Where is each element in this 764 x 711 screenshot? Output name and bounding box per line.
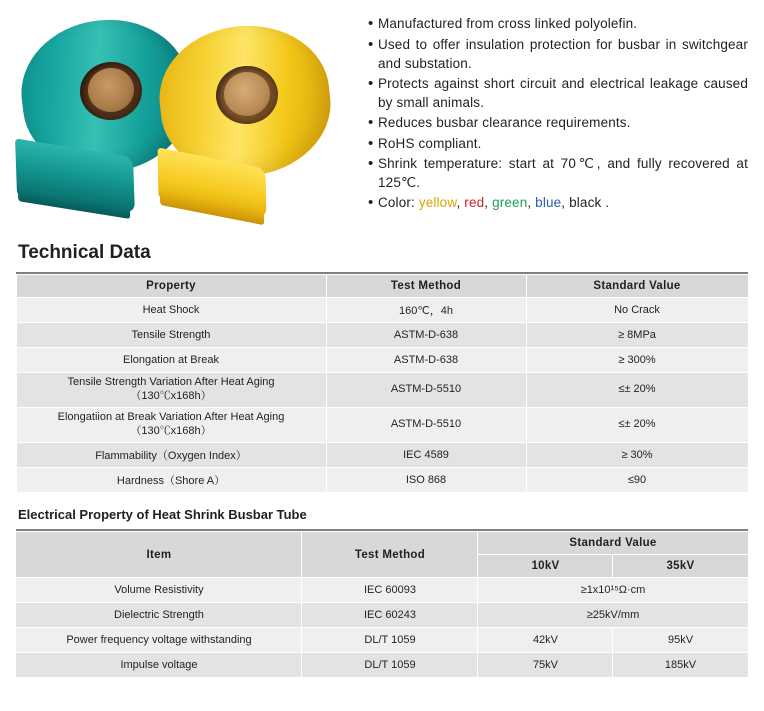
feature-text bbox=[378, 113, 754, 132]
bullet-icon: • bbox=[368, 155, 374, 173]
cell-item: Volume Resistivity bbox=[16, 578, 302, 603]
col-header-standard-value: Standard Value bbox=[526, 275, 748, 298]
bullet-icon: • bbox=[368, 35, 374, 53]
table-row bbox=[16, 373, 748, 408]
cell-test-method: DL/T 1059 bbox=[302, 653, 478, 678]
electrical-property-table-wrapper bbox=[0, 529, 764, 678]
bullet-icon: • bbox=[368, 134, 374, 152]
table-header-row bbox=[16, 275, 748, 298]
bullet-icon: • bbox=[368, 74, 374, 92]
feature-text-segment: black bbox=[569, 195, 602, 211]
table-row bbox=[16, 408, 748, 443]
cell-item: Impulse voltage bbox=[16, 653, 302, 678]
feature-text bbox=[378, 154, 754, 192]
table-row bbox=[16, 348, 748, 373]
cell-test-method: IEC 60093 bbox=[302, 578, 478, 603]
feature-text-segment: RoHS compliant. bbox=[378, 135, 482, 151]
feature-text-segment: , bbox=[561, 195, 570, 211]
cell-value-35kv: 95kV bbox=[613, 628, 748, 653]
feature-item bbox=[368, 113, 754, 133]
table-row bbox=[16, 443, 748, 468]
technical-data-title: Technical Data bbox=[18, 242, 151, 263]
feature-item bbox=[368, 35, 754, 73]
cell-property: Flammability（Oxygen Index） bbox=[16, 443, 326, 468]
feature-text-segment: . bbox=[601, 195, 610, 211]
cell-value-10kv: 42kV bbox=[478, 628, 613, 653]
feature-text-segment: blue bbox=[535, 195, 562, 211]
technical-data-body bbox=[16, 298, 748, 493]
feature-text-segment: , bbox=[456, 195, 465, 211]
cell-property: Elongation at Break bbox=[16, 348, 326, 373]
feature-item bbox=[368, 134, 754, 154]
table-row bbox=[16, 323, 748, 348]
cell-property: Hardness（Shore A） bbox=[16, 468, 326, 493]
feature-list bbox=[360, 8, 754, 214]
feature-text-segment: Color: bbox=[378, 195, 419, 211]
col-header-standard-value: Standard Value bbox=[478, 532, 748, 555]
feature-text bbox=[378, 35, 754, 73]
bullet-icon: • bbox=[368, 114, 374, 132]
cell-standard-value: ≤± 20% bbox=[526, 408, 748, 443]
cell-test-method: IEC 60243 bbox=[302, 603, 478, 628]
col-header-test-method: Test Method bbox=[302, 532, 478, 578]
feature-text-segment: red bbox=[464, 195, 485, 211]
table-row bbox=[16, 653, 748, 678]
cell-test-method: 160℃，4h bbox=[326, 298, 526, 323]
cell-property: Tensile Strength bbox=[16, 323, 326, 348]
cell-standard-value: ≤90 bbox=[526, 468, 748, 493]
feature-text bbox=[378, 193, 754, 212]
cell-standard-value: ≥ 300% bbox=[526, 348, 748, 373]
cell-test-method: ASTM-D-638 bbox=[326, 323, 526, 348]
cell-property: Heat Shock bbox=[16, 298, 326, 323]
cell-standard-value: No Crack bbox=[526, 298, 748, 323]
cell-test-method: ASTM-D-5510 bbox=[326, 408, 526, 443]
feature-text-segment: Shrink temperature: start at 70℃, and fully recovered at 125℃. bbox=[378, 156, 748, 191]
cell-standard-value: ≥ 8MPa bbox=[526, 323, 748, 348]
product-overview-section bbox=[0, 0, 764, 232]
cell-test-method: ASTM-D-638 bbox=[326, 348, 526, 373]
cell-value-10kv: 75kV bbox=[478, 653, 613, 678]
bullet-icon: • bbox=[368, 15, 374, 32]
feature-text-segment: Protects against short circuit and electrical leakage caused by small animals. bbox=[378, 75, 748, 110]
cell-property: Elongatiion at Break Variation After Heat Aging （130℃x168h） bbox=[16, 408, 326, 443]
technical-data-table bbox=[16, 274, 749, 493]
electrical-property-body bbox=[16, 578, 748, 678]
electrical-property-title: Electrical Property of Heat Shrink Busbar Tube bbox=[18, 507, 307, 522]
bullet-icon: • bbox=[368, 194, 374, 212]
table-row bbox=[16, 298, 748, 323]
cell-test-method: ISO 868 bbox=[326, 468, 526, 493]
cell-standard-value: ≤± 20% bbox=[526, 373, 748, 408]
cell-item: Power frequency voltage withstanding bbox=[16, 628, 302, 653]
col-header-item: Item bbox=[16, 532, 302, 578]
col-header-test-method: Test Method bbox=[326, 275, 526, 298]
table-row bbox=[16, 578, 748, 603]
cell-standard-value-span: ≥1x10¹⁵Ω·cm bbox=[478, 578, 748, 603]
cell-standard-value-span: ≥25kV/mm bbox=[478, 603, 748, 628]
feature-item bbox=[368, 74, 754, 112]
col-header-10kv: 10kV bbox=[478, 555, 613, 578]
technical-data-table-wrapper bbox=[0, 272, 764, 493]
feature-text-segment: Used to offer insulation protection for busbar in switchgear and substation. bbox=[378, 36, 748, 71]
cell-value-35kv: 185kV bbox=[613, 653, 748, 678]
cell-test-method: DL/T 1059 bbox=[302, 628, 478, 653]
feature-item bbox=[368, 154, 754, 192]
table-row bbox=[16, 628, 748, 653]
feature-text-segment: Manufactured from cross linked polyolefin. bbox=[378, 16, 638, 31]
electrical-property-table bbox=[15, 531, 748, 678]
col-header-35kv: 35kV bbox=[613, 555, 748, 578]
feature-item bbox=[368, 14, 754, 34]
feature-text bbox=[378, 14, 754, 33]
table-header-row-top bbox=[16, 532, 748, 555]
table-row bbox=[16, 468, 748, 493]
feature-item bbox=[368, 193, 754, 213]
cell-standard-value: ≥ 30% bbox=[526, 443, 748, 468]
feature-text bbox=[378, 74, 754, 112]
feature-text-segment: green bbox=[492, 195, 528, 211]
cell-test-method: ASTM-D-5510 bbox=[326, 373, 526, 408]
cell-test-method: IEC 4589 bbox=[326, 443, 526, 468]
col-header-property: Property bbox=[16, 275, 326, 298]
cell-item: Dielectric Strength bbox=[16, 603, 302, 628]
cell-property: Tensile Strength Variation After Heat Aging （130℃x168h） bbox=[16, 373, 326, 408]
product-image bbox=[10, 8, 360, 233]
feature-text-segment: , bbox=[527, 195, 536, 211]
feature-text-segment: Reduces busbar clearance requirements. bbox=[378, 115, 631, 131]
table-row bbox=[16, 603, 748, 628]
feature-text-segment: yellow bbox=[418, 195, 457, 211]
feature-text bbox=[378, 134, 754, 153]
feature-text-segment: , bbox=[484, 195, 493, 211]
